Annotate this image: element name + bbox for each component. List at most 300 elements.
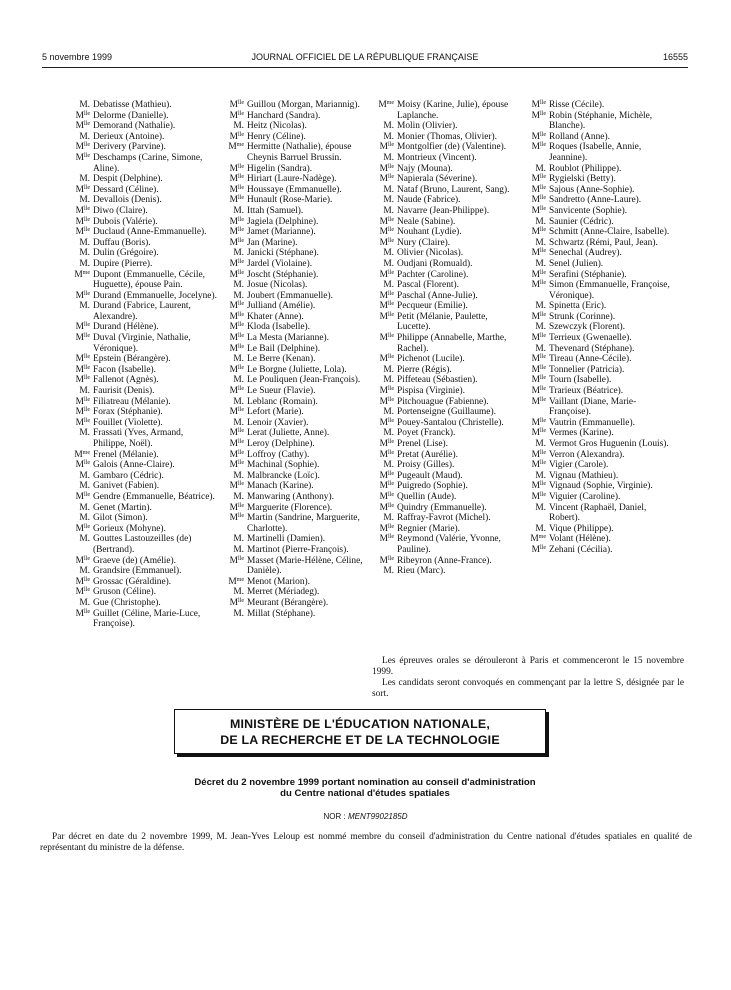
person-name: Robin (Stéphanie, Michèle, Blanche). bbox=[549, 110, 653, 132]
civility-title: $M^{lle}$ bbox=[531, 131, 546, 142]
civility-title: $M^{lle}$ bbox=[531, 375, 546, 386]
civility-title: $M^{lle}$ bbox=[229, 364, 244, 375]
civility-title: M. bbox=[79, 481, 90, 492]
civility-title: $M^{lle}$ bbox=[379, 534, 394, 545]
civility-title: $M^{lle}$ bbox=[229, 428, 244, 439]
person-name: Manwaring (Anthony). bbox=[247, 491, 334, 502]
civility-title: M. bbox=[383, 131, 394, 142]
civility-title: $M^{lle}$ bbox=[229, 269, 244, 280]
person-name: Duffau (Boris). bbox=[93, 237, 151, 248]
list-item bbox=[68, 322, 218, 333]
list-item bbox=[372, 450, 522, 461]
person-name: Vincent (Raphaël, Daniel, Robert). bbox=[549, 502, 647, 524]
list-item bbox=[372, 407, 522, 418]
civility-title: M. bbox=[233, 248, 244, 259]
person-name: Tourn (Isabelle). bbox=[549, 375, 612, 386]
decree-title bbox=[120, 777, 610, 799]
civility-title: M. bbox=[233, 470, 244, 481]
list-item bbox=[222, 471, 372, 482]
list-item bbox=[372, 185, 522, 196]
list-item bbox=[222, 450, 372, 461]
list-item bbox=[222, 322, 372, 333]
list-item bbox=[524, 270, 674, 281]
civility-title: M. bbox=[233, 544, 244, 555]
civility-title: $M^{lle}$ bbox=[229, 311, 244, 322]
person-name: Nury (Claire). bbox=[397, 237, 451, 248]
person-name: Hermitte (Nathalie), épouse Cheynis Barruel Brussin. bbox=[247, 142, 352, 163]
list-item bbox=[222, 121, 372, 132]
civility-title: $M^{lle}$ bbox=[229, 449, 244, 460]
list-item bbox=[524, 185, 674, 196]
person-name: Le Berre (Kenan). bbox=[247, 354, 316, 365]
list-item bbox=[68, 185, 218, 196]
civility-title: $M^{lle}$ bbox=[75, 184, 90, 195]
list-item bbox=[222, 270, 372, 281]
list-item bbox=[372, 259, 522, 270]
header-journal-title: JOURNAL OFFICIEL DE LA RÉPUBLIQUE FRANÇAISE bbox=[251, 52, 479, 62]
civility-title: $M^{lle}$ bbox=[379, 449, 394, 460]
person-name: Duval (Virginie, Nathalie, Véronique). bbox=[93, 333, 191, 354]
civility-title: $M^{me}$ bbox=[74, 449, 90, 460]
person-name: Loffroy (Cathy). bbox=[247, 449, 310, 460]
person-name: Vermot Gros Huguenin (Louis). bbox=[549, 439, 669, 449]
person-name: Ribeyron (Anne-France). bbox=[397, 555, 492, 566]
civility-title: $M^{lle}$ bbox=[229, 301, 244, 312]
list-item bbox=[68, 534, 218, 555]
person-name: Pretat (Aurélie). bbox=[397, 449, 458, 460]
civility-title: $M^{lle}$ bbox=[75, 555, 90, 566]
person-name: Duclaud (Anne-Emmanuelle). bbox=[93, 227, 207, 238]
person-name: Joubert (Emmanuelle). bbox=[247, 290, 333, 301]
civility-title: $M^{lle}$ bbox=[531, 333, 546, 344]
list-item bbox=[222, 195, 372, 206]
person-name: Merret (Mériadeg). bbox=[247, 587, 320, 598]
ministry-heading-line-1: MINISTÈRE DE L'ÉDUCATION NATIONALE, bbox=[229, 717, 491, 731]
person-name: Monier (Thomas, Olivier). bbox=[397, 131, 497, 142]
civility-title: $M^{lle}$ bbox=[75, 491, 90, 502]
person-name: Schwartz (Rémi, Paul, Jean). bbox=[549, 237, 658, 248]
civility-title: $M^{lle}$ bbox=[229, 343, 244, 354]
civility-title: M. bbox=[535, 523, 546, 534]
list-item bbox=[222, 375, 372, 386]
header-rule bbox=[42, 67, 688, 68]
person-name: Vique (Philippe). bbox=[549, 523, 614, 534]
person-name: Naude (Fabrice). bbox=[397, 195, 461, 206]
civility-title: $M^{lle}$ bbox=[75, 333, 90, 344]
list-item bbox=[68, 598, 218, 609]
person-name: Durand (Hélène). bbox=[93, 322, 159, 333]
civility-title: $M^{lle}$ bbox=[229, 481, 244, 492]
list-item bbox=[524, 503, 674, 524]
person-name: Delorme (Danielle). bbox=[93, 110, 169, 121]
person-name: Vignaud (Sophie, Virginie). bbox=[549, 481, 653, 492]
civility-title: M. bbox=[383, 428, 394, 439]
person-name: Sajous (Anne-Sophie). bbox=[549, 184, 635, 195]
nor-code: MENT9902185D bbox=[347, 812, 408, 821]
list-item bbox=[222, 492, 372, 503]
person-name: Viguier (Caroline). bbox=[549, 491, 621, 502]
list-item bbox=[372, 492, 522, 503]
person-name: Heitz (Nicolas). bbox=[247, 121, 307, 132]
person-name: Navarre (Jean-Philippe). bbox=[397, 205, 490, 216]
list-item bbox=[524, 132, 674, 143]
civility-title: M. bbox=[233, 608, 244, 619]
civility-title: $M^{lle}$ bbox=[531, 491, 546, 502]
person-name: Josue (Nicolas). bbox=[247, 280, 308, 291]
civility-title: M. bbox=[79, 566, 90, 577]
list-item bbox=[524, 439, 674, 450]
civility-title: $M^{lle}$ bbox=[75, 417, 90, 428]
list-item bbox=[372, 100, 522, 121]
person-name: Galois (Anne-Claire). bbox=[93, 460, 175, 471]
civility-title: $M^{lle}$ bbox=[531, 417, 546, 428]
civility-title: M. bbox=[233, 534, 244, 545]
list-item bbox=[222, 259, 372, 270]
civility-title: $M^{lle}$ bbox=[531, 449, 546, 460]
person-name: Terrieux (Gwenaelle). bbox=[549, 333, 632, 344]
list-item bbox=[524, 217, 674, 228]
list-item bbox=[222, 100, 372, 111]
civility-title: M. bbox=[383, 152, 394, 163]
list-item bbox=[372, 291, 522, 302]
list-item bbox=[222, 587, 372, 598]
person-name: Jagiela (Delphine). bbox=[247, 216, 319, 227]
person-name: Simon (Emmanuelle, Françoise, Véronique). bbox=[549, 280, 670, 301]
civility-title: M. bbox=[233, 280, 244, 291]
list-item bbox=[68, 471, 218, 482]
civility-title: $M^{lle}$ bbox=[379, 439, 394, 449]
person-name: Leroy (Delphine). bbox=[247, 439, 315, 449]
list-item bbox=[222, 439, 372, 450]
list-item bbox=[68, 238, 218, 249]
person-name: Fallenot (Agnès). bbox=[93, 375, 159, 386]
person-name: Gorieux (Mohyne). bbox=[93, 523, 166, 534]
civility-title: M. bbox=[383, 184, 394, 195]
person-name: Philippe (Annabelle, Marthe, Rachel). bbox=[397, 333, 507, 354]
decree-title-line-1: Décret du 2 novembre 1999 portant nomination au conseil d'administration bbox=[194, 777, 536, 788]
person-name: Hiriart (Laure-Nadège). bbox=[247, 174, 337, 185]
list-item bbox=[68, 365, 218, 376]
person-name: Neale (Sabine). bbox=[397, 216, 456, 227]
list-item bbox=[68, 142, 218, 153]
civility-title: M. bbox=[233, 121, 244, 132]
list-item bbox=[222, 164, 372, 175]
civility-title: M. bbox=[383, 280, 394, 291]
list-item bbox=[524, 248, 674, 259]
person-name: Dubois (Valérie). bbox=[93, 216, 158, 227]
person-name: Leblanc (Romain). bbox=[247, 396, 318, 407]
person-name: Vermes (Karine). bbox=[549, 428, 614, 439]
list-item bbox=[222, 217, 372, 228]
person-name: Pachter (Caroline). bbox=[397, 269, 469, 280]
person-name: Millat (Stéphane). bbox=[247, 608, 316, 619]
list-item bbox=[68, 121, 218, 132]
civility-title: $M^{lle}$ bbox=[229, 227, 244, 238]
list-item bbox=[68, 397, 218, 408]
person-name: Machinal (Sophie). bbox=[247, 460, 320, 471]
civility-title: $M^{lle}$ bbox=[379, 216, 394, 227]
list-item bbox=[524, 354, 674, 365]
civility-title: $M^{lle}$ bbox=[75, 142, 90, 153]
person-name: Frassati (Yves, Armand, Philippe, Noël). bbox=[93, 428, 184, 449]
list-item bbox=[222, 397, 372, 408]
list-item bbox=[372, 481, 522, 492]
person-name: Trarieux (Béatrice). bbox=[549, 386, 624, 397]
person-name: Schmitt (Anne-Claire, Isabelle). bbox=[549, 227, 670, 238]
person-name: Marguerite (Florence). bbox=[247, 502, 333, 513]
civility-title: $M^{lle}$ bbox=[75, 110, 90, 121]
civility-title: $M^{me}$ bbox=[228, 576, 244, 587]
civility-title: M. bbox=[383, 248, 394, 259]
list-item bbox=[222, 291, 372, 302]
list-item bbox=[372, 418, 522, 429]
names-column-1 bbox=[68, 100, 218, 630]
list-item bbox=[68, 556, 218, 567]
person-name: Janicki (Stéphane). bbox=[247, 248, 319, 259]
person-name: Portenseigne (Guillaume). bbox=[397, 407, 496, 418]
person-name: Jardel (Violaine). bbox=[247, 258, 313, 269]
civility-title: $M^{lle}$ bbox=[229, 163, 244, 174]
civility-title: $M^{lle}$ bbox=[229, 237, 244, 248]
list-item bbox=[222, 312, 372, 323]
civility-title: $M^{lle}$ bbox=[531, 544, 546, 555]
person-name: Paschal (Anne-Julie). bbox=[397, 290, 478, 301]
header-page-number: 16555 bbox=[662, 52, 688, 62]
civility-title: $M^{lle}$ bbox=[379, 396, 394, 407]
list-item bbox=[222, 238, 372, 249]
list-item bbox=[222, 481, 372, 492]
person-name: Joscht (Stéphanie). bbox=[247, 269, 319, 280]
list-item bbox=[222, 545, 372, 556]
civility-title: $M^{lle}$ bbox=[531, 280, 546, 291]
list-item bbox=[68, 566, 218, 577]
person-name: Gilot (Simon). bbox=[93, 513, 148, 524]
notice-oral-exams: Les épreuves orales se dérouleront à Paris et commenceront le 15 novembre 1999. bbox=[372, 656, 684, 677]
person-name: Serafini (Stéphanie). bbox=[549, 269, 627, 280]
civility-title: $M^{lle}$ bbox=[379, 290, 394, 301]
list-item bbox=[222, 460, 372, 471]
list-item bbox=[524, 344, 674, 355]
list-item bbox=[222, 513, 372, 534]
civility-title: M. bbox=[233, 290, 244, 301]
civility-title: M. bbox=[233, 396, 244, 407]
list-item bbox=[524, 301, 674, 312]
person-name: Filiatreau (Mélanie). bbox=[93, 396, 171, 407]
civility-title: M. bbox=[79, 301, 90, 312]
person-name: Le Pouliquen (Jean-François). bbox=[247, 375, 361, 386]
civility-title: $M^{lle}$ bbox=[531, 311, 546, 322]
list-item bbox=[524, 322, 674, 333]
nor-label: NOR : bbox=[323, 812, 346, 821]
civility-title: $M^{lle}$ bbox=[379, 470, 394, 481]
person-name: Pascal (Florent). bbox=[397, 280, 459, 291]
civility-title: M. bbox=[535, 258, 546, 269]
person-name: Grandsire (Emmanuel). bbox=[93, 566, 182, 577]
list-item bbox=[68, 386, 218, 397]
person-name: Napierala (Séverine). bbox=[397, 174, 478, 185]
person-name: Montrieux (Vincent). bbox=[397, 152, 477, 163]
person-name: Raffray-Favrot (Michel). bbox=[397, 513, 491, 524]
list-item bbox=[524, 100, 674, 111]
person-name: Strunk (Corinne). bbox=[549, 311, 616, 322]
list-item bbox=[524, 492, 674, 503]
list-item bbox=[524, 365, 674, 376]
list-item bbox=[68, 577, 218, 588]
list-item bbox=[222, 577, 372, 588]
person-name: Ganivet (Fabien). bbox=[93, 481, 160, 492]
civility-title: $M^{lle}$ bbox=[531, 481, 546, 492]
civility-title: $M^{lle}$ bbox=[75, 587, 90, 598]
person-name: Gruson (Céline). bbox=[93, 587, 157, 598]
list-item bbox=[222, 185, 372, 196]
civility-title: M. bbox=[535, 301, 546, 312]
civility-title: $M^{lle}$ bbox=[531, 195, 546, 206]
civility-title: M. bbox=[233, 491, 244, 502]
list-item bbox=[222, 556, 372, 577]
civility-title: $M^{lle}$ bbox=[229, 100, 244, 110]
civility-title: M. bbox=[79, 195, 90, 206]
civility-title: M. bbox=[79, 386, 90, 397]
person-name: Epstein (Bérangère). bbox=[93, 354, 171, 365]
civility-title: $M^{lle}$ bbox=[531, 205, 546, 216]
list-item bbox=[68, 460, 218, 471]
person-name: Debatisse (Mathieu). bbox=[93, 100, 172, 110]
civility-title: M. bbox=[535, 237, 546, 248]
list-item bbox=[372, 524, 522, 535]
civility-title: $M^{lle}$ bbox=[531, 248, 546, 259]
civility-title: $M^{me}$ bbox=[530, 534, 546, 545]
civility-title: $M^{lle}$ bbox=[531, 227, 546, 238]
list-item bbox=[68, 291, 218, 302]
civility-title: M. bbox=[535, 439, 546, 449]
list-item bbox=[222, 365, 372, 376]
civility-title: M. bbox=[535, 322, 546, 333]
person-name: Frenel (Mélanie). bbox=[93, 449, 159, 460]
civility-title: $M^{lle}$ bbox=[229, 195, 244, 206]
list-item bbox=[524, 545, 674, 556]
person-name: Kloda (Isabelle). bbox=[247, 322, 310, 333]
civility-title: $M^{lle}$ bbox=[75, 407, 90, 418]
list-item bbox=[222, 407, 372, 418]
list-item bbox=[68, 524, 218, 535]
person-name: Grossac (Géraldine). bbox=[93, 576, 172, 587]
person-name: Martinelli (Damien). bbox=[247, 534, 326, 545]
person-name: Khater (Anne). bbox=[247, 311, 304, 322]
civility-title: $M^{lle}$ bbox=[229, 333, 244, 344]
list-item bbox=[372, 121, 522, 132]
list-item bbox=[372, 471, 522, 482]
list-item bbox=[372, 301, 522, 312]
list-item bbox=[68, 195, 218, 206]
person-name: Proisy (Gilles). bbox=[397, 460, 455, 471]
civility-title: $M^{lle}$ bbox=[229, 174, 244, 185]
civility-title: $M^{lle}$ bbox=[75, 396, 90, 407]
person-name: Pitchouague (Fabienne). bbox=[397, 396, 489, 407]
civility-title: M. bbox=[233, 205, 244, 216]
civility-title: $M^{lle}$ bbox=[379, 481, 394, 492]
person-name: Demorand (Nathalie). bbox=[93, 121, 176, 132]
list-item bbox=[222, 344, 372, 355]
civility-title: M. bbox=[383, 121, 394, 132]
civility-title: $M^{lle}$ bbox=[75, 460, 90, 471]
civility-title: $M^{lle}$ bbox=[229, 110, 244, 121]
civility-title: $M^{lle}$ bbox=[531, 269, 546, 280]
person-name: Puigredo (Sophie). bbox=[397, 481, 468, 492]
person-name: Tireau (Anne-Cécile). bbox=[549, 354, 632, 365]
person-name: Oudjani (Romuald). bbox=[397, 258, 473, 269]
civility-title: M. bbox=[79, 237, 90, 248]
list-item bbox=[524, 195, 674, 206]
person-name: Lefort (Marie). bbox=[247, 407, 304, 418]
civility-title: $M^{lle}$ bbox=[379, 417, 394, 428]
person-name: Pugeault (Maud). bbox=[397, 470, 463, 481]
notice-convocation: Les candidats seront convoqués en commençant par la lettre S, désignée par le sort. bbox=[372, 678, 684, 699]
list-item bbox=[222, 206, 372, 217]
person-name: Sandretto (Anne-Laure). bbox=[549, 195, 642, 206]
list-item bbox=[68, 450, 218, 461]
civility-title: $M^{me}$ bbox=[74, 269, 90, 280]
list-item bbox=[222, 280, 372, 291]
civility-title: $M^{lle}$ bbox=[75, 216, 90, 227]
person-name: Petit (Mélanie, Paulette, Lucette). bbox=[397, 311, 488, 333]
person-name: Dupont (Emmanuelle, Cécile, Huguette), épouse Pain. bbox=[93, 269, 205, 291]
civility-title: M. bbox=[383, 195, 394, 206]
civility-title: M. bbox=[383, 566, 394, 577]
civility-title: $M^{lle}$ bbox=[379, 386, 394, 397]
civility-title: $M^{lle}$ bbox=[75, 375, 90, 386]
ministry-heading-line-2: DE LA RECHERCHE ET DE LA TECHNOLOGIE bbox=[220, 733, 500, 747]
person-name: Moisy (Karine, Julie), épouse Laplanche. bbox=[397, 100, 509, 121]
list-item bbox=[372, 132, 522, 143]
civility-title: $M^{lle}$ bbox=[531, 110, 546, 121]
list-item bbox=[372, 386, 522, 397]
civility-title: $M^{lle}$ bbox=[229, 460, 244, 471]
person-name: Malbrancke (Loïc). bbox=[247, 470, 320, 481]
list-item bbox=[68, 174, 218, 185]
civility-title: $M^{lle}$ bbox=[229, 131, 244, 142]
person-name: Reymond (Valérie, Yvonne, Pauline). bbox=[397, 534, 501, 555]
person-name: Durand (Emmanuelle, Jocelyne). bbox=[93, 290, 217, 301]
list-item bbox=[222, 354, 372, 365]
list-item bbox=[222, 248, 372, 259]
list-item bbox=[524, 206, 674, 217]
civility-title: $M^{lle}$ bbox=[531, 184, 546, 195]
list-item bbox=[372, 217, 522, 228]
civility-title: M. bbox=[383, 205, 394, 216]
civility-title: $M^{me}$ bbox=[378, 100, 394, 110]
list-item bbox=[222, 301, 372, 312]
civility-title: $M^{lle}$ bbox=[75, 576, 90, 587]
list-item bbox=[372, 428, 522, 439]
decree-title-line-2: du Centre national d'études spatiales bbox=[280, 788, 450, 799]
list-item bbox=[372, 280, 522, 291]
list-item bbox=[372, 174, 522, 185]
person-name: Devallois (Denis). bbox=[93, 195, 162, 206]
person-name: Olivier (Nicolas). bbox=[397, 248, 464, 259]
person-name: Thevenard (Stéphane). bbox=[549, 343, 635, 354]
civility-title: M. bbox=[79, 502, 90, 513]
person-name: Le Sueur (Flavie). bbox=[247, 386, 316, 397]
civility-title: $M^{lle}$ bbox=[379, 163, 394, 174]
civility-title: $M^{lle}$ bbox=[379, 142, 394, 153]
person-name: Poyet (Franck). bbox=[397, 428, 456, 439]
civility-title: M. bbox=[79, 428, 90, 439]
civility-title: M. bbox=[79, 100, 90, 110]
list-item bbox=[68, 428, 218, 449]
person-name: Rieu (Marc). bbox=[397, 566, 446, 577]
person-name: Graeve (de) (Amélie). bbox=[93, 555, 177, 566]
person-name: Pouey-Santalou (Christelle). bbox=[397, 417, 504, 428]
